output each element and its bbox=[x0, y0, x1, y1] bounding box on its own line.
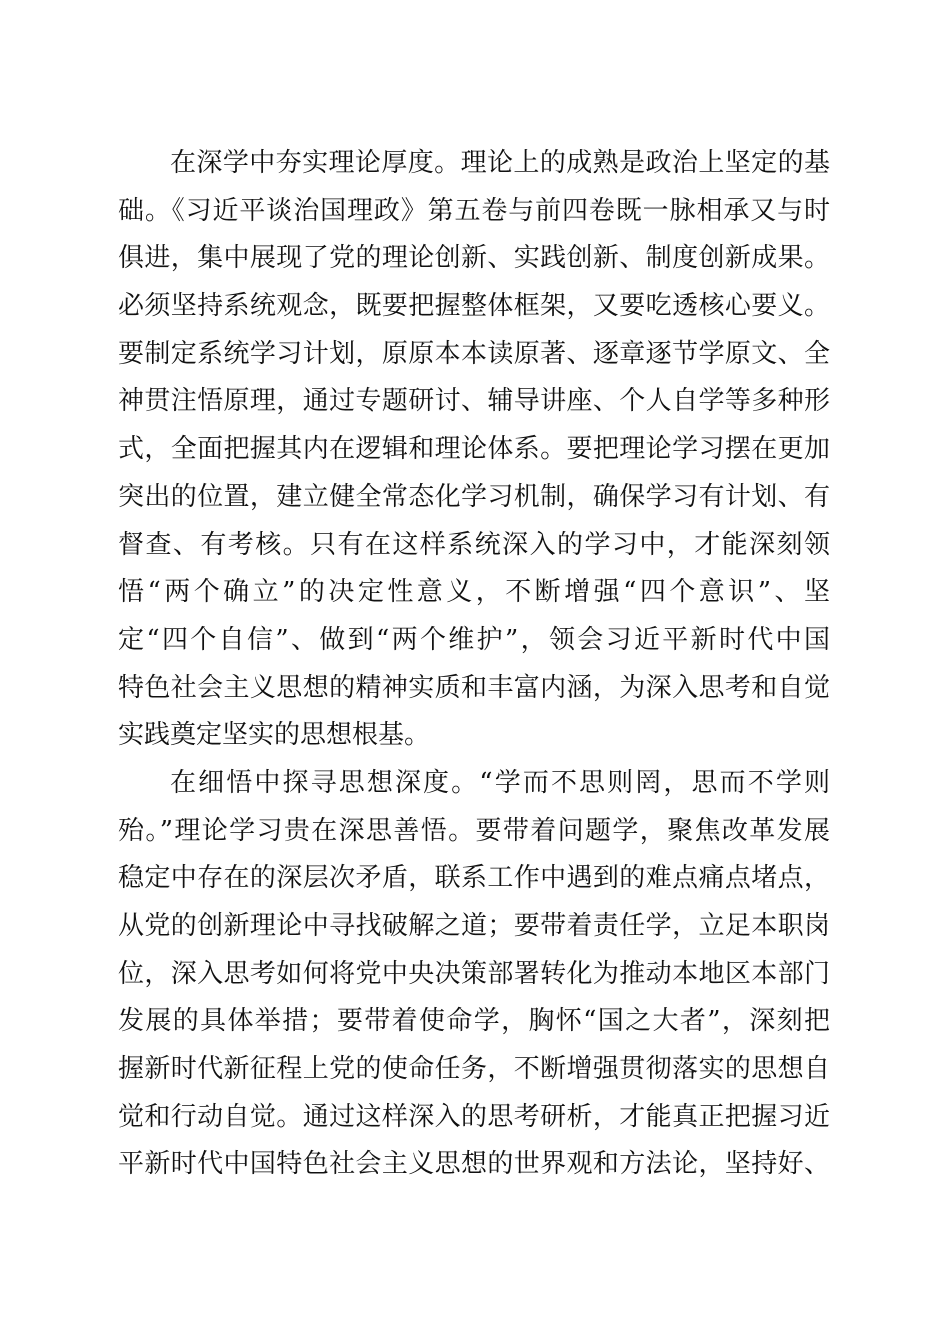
paragraph-line: 必须坚持系统观念，既要把握整体框架，又要吃透核心要义。 bbox=[118, 291, 830, 322]
paragraph-line: 础。《习近平谈治国理政》第五卷与前四卷既一脉相承又与时 bbox=[118, 195, 830, 226]
paragraph-line: 悟“两个确立”的决定性意义，不断增强“四个意识”、坚 bbox=[118, 577, 830, 608]
paragraph-line: 督查、有考核。只有在这样系统深入的学习中，才能深刻领 bbox=[118, 529, 830, 560]
paragraph-line: 平新时代中国特色社会主义思想的世界观和方法论，坚持好、 bbox=[118, 1149, 830, 1180]
paragraph-line: 特色社会主义思想的精神实质和丰富内涵，为深入思考和自觉 bbox=[118, 672, 830, 703]
paragraph-line: 定“四个自信”、做到“两个维护”，领会习近平新时代中国 bbox=[118, 624, 830, 655]
body-text bbox=[118, 140, 830, 1189]
paragraph-line: 稳定中存在的深层次矛盾，联系工作中遇到的难点痛点堵点， bbox=[118, 863, 830, 894]
paragraph-line: 握新时代新征程上党的使命任务，不断增强贯彻落实的思想自 bbox=[118, 1054, 830, 1085]
paragraph-line: 突出的位置，建立健全常态化学习机制，确保学习有计划、有 bbox=[118, 481, 830, 512]
paragraph-line: 从党的创新理论中寻找破解之道；要带着责任学，立足本职岗 bbox=[118, 911, 830, 941]
paragraph-line: 神贯注悟原理，通过专题研讨、辅导讲座、个人自学等多种形 bbox=[118, 386, 830, 417]
paragraph-line: 位，深入思考如何将党中央决策部署转化为推动本地区本部门 bbox=[118, 958, 830, 989]
paragraph-line: 在深学中夯实理论厚度。理论上的成熟是政治上坚定的基 bbox=[170, 148, 830, 178]
paragraph-2 bbox=[118, 760, 830, 1189]
paragraph-line: 觉和行动自觉。通过这样深入的思考研析，才能真正把握习近 bbox=[118, 1101, 830, 1132]
paragraph-line: 俱进，集中展现了党的理论创新、实践创新、制度创新成果。 bbox=[118, 243, 830, 274]
paragraph-1 bbox=[118, 140, 830, 760]
paragraph-line: 式，全面把握其内在逻辑和理论体系。要把理论学习摆在更加 bbox=[118, 434, 830, 465]
paragraph-line: 发展的具体举措；要带着使命学，胸怀“国之大者”，深刻把 bbox=[118, 1006, 830, 1037]
paragraph-line: 在细悟中探寻思想深度。“学而不思则罔，思而不学则 bbox=[170, 767, 830, 798]
paragraph-line: 实践奠定坚实的思想根基。 bbox=[118, 720, 431, 751]
paragraph-line: 殆。”理论学习贵在深思善悟。要带着问题学，聚焦改革发展 bbox=[118, 815, 830, 846]
paragraph-line: 要制定系统学习计划，原原本本读原著、逐章逐节学原文、全 bbox=[118, 338, 830, 369]
